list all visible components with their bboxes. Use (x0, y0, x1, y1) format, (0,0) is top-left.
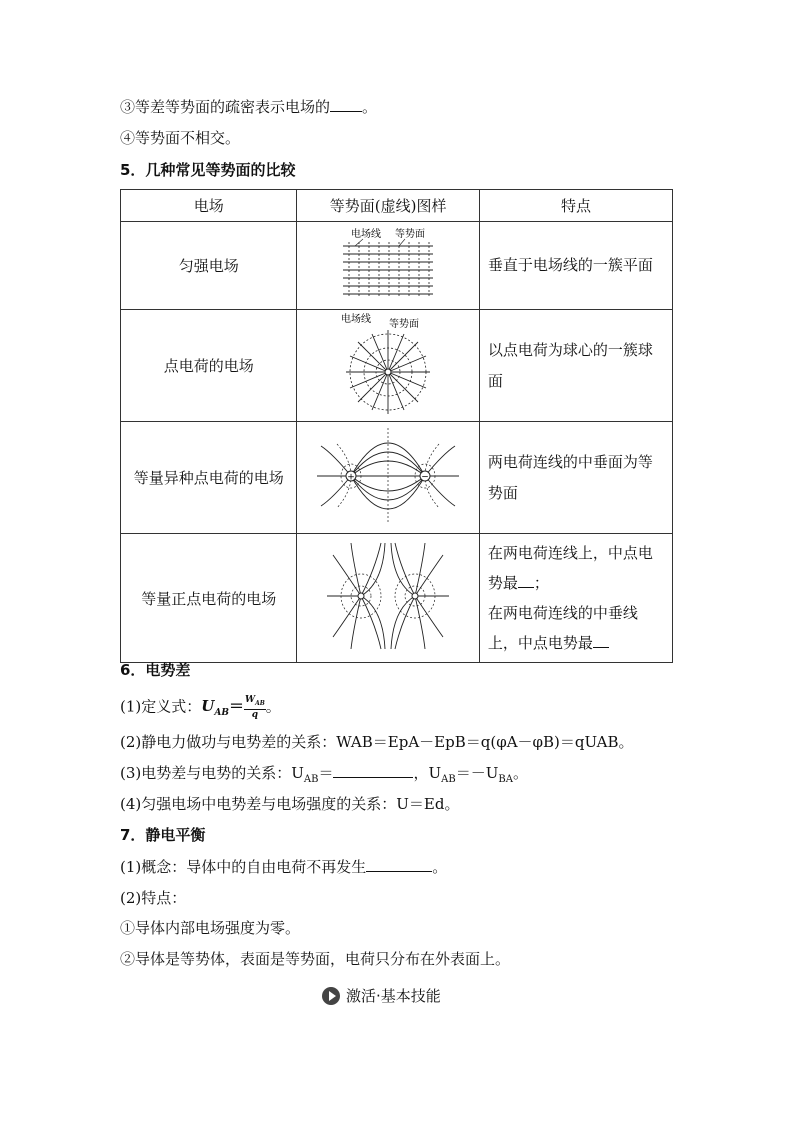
column-header: 等势面(虚线)图样 (297, 190, 480, 222)
like-charges-diagram (297, 534, 480, 663)
svg-text:等势面: 等势面 (395, 228, 426, 240)
uniform-field-diagram (297, 222, 480, 310)
section7-item-3: ①导体内部电场强度为零。 (120, 919, 301, 937)
section6-item-4: (4)匀强电场中电势差与电场强度的关系：U＝Ed。 (120, 795, 460, 813)
play-circle-icon (322, 987, 340, 1005)
feature-text: 两电荷连线的中垂面为等势面 (479, 422, 672, 534)
field-name: 等量异种点电荷的电场 (121, 422, 297, 534)
section6-item-3: (3)电势差与电势的关系：$U_{AB}=$ ，$U_{AB}=-U_{BA}$。 (120, 764, 528, 785)
table-row (121, 222, 673, 310)
answer-blank (518, 573, 534, 588)
point-charge-svg (333, 312, 443, 416)
section5-heading: 5．几种常见等势面的比较 (120, 161, 296, 179)
opposite-charges-svg (313, 424, 463, 528)
column-header: 电场 (121, 190, 297, 222)
section6-heading: 6．电势差 (120, 661, 191, 679)
intro-item-3: ③等差等势面的疏密表示电场的 。 (120, 98, 378, 116)
section7-item-2: (2)特点： (120, 889, 187, 907)
fraction: $\frac{W_{AB}}{q}$ (244, 695, 265, 720)
section6-item-1: (1)定义式：$U_{AB}=$ $\frac{W_{AB}}{q}$ 。 (120, 695, 281, 720)
section7-heading: 7．静电平衡 (120, 826, 206, 844)
svg-text:电场线: 电场线 (351, 228, 382, 240)
table-row (121, 534, 673, 663)
answer-blank (330, 97, 362, 112)
uniform-field-svg (333, 226, 443, 302)
field-name: 点电荷的电场 (121, 310, 297, 422)
point-charge-diagram (297, 310, 480, 422)
section7-item-4: ②导体是等势体，表面是等势面，电荷只分布在外表面上。 (120, 950, 511, 968)
field-name: 匀强电场 (121, 222, 297, 310)
column-header: 特点 (479, 190, 672, 222)
section7-item-1: (1)概念：导体中的自由电荷不再发生 。 (120, 858, 448, 876)
feature-text: 以点电荷为球心的一簇球面 (479, 310, 672, 422)
footer-banner (322, 985, 441, 1006)
answer-blank (333, 763, 413, 778)
comparison-table (120, 189, 673, 663)
like-charges-svg (323, 539, 453, 653)
answer-blank (593, 633, 609, 648)
feature-text: 在两电荷连线上，中点电势最 ； 在两电荷连线的中垂线上，中点电势最 (479, 534, 672, 663)
table-row (121, 422, 673, 534)
intro-item-4: ④等势面不相交。 (120, 129, 241, 147)
feature-text: 垂直于电场线的一簇平面 (479, 222, 672, 310)
section6-item-2: (2)静电力做功与电势差的关系：WAB＝EpA－EpB＝q(φA－φB)＝qUAB。 (120, 733, 634, 751)
svg-text:等势面: 等势面 (389, 318, 420, 330)
svg-text:−: − (421, 472, 429, 482)
footer-label: 激活·基本技能 (346, 987, 441, 1005)
svg-text:+: + (347, 472, 355, 482)
field-name: 等量正点电荷的电场 (121, 534, 297, 663)
answer-blank (366, 857, 432, 872)
table-row (121, 310, 673, 422)
table-header-row (121, 190, 673, 222)
svg-text:电场线: 电场线 (341, 313, 372, 325)
opposite-charges-diagram (297, 422, 480, 534)
